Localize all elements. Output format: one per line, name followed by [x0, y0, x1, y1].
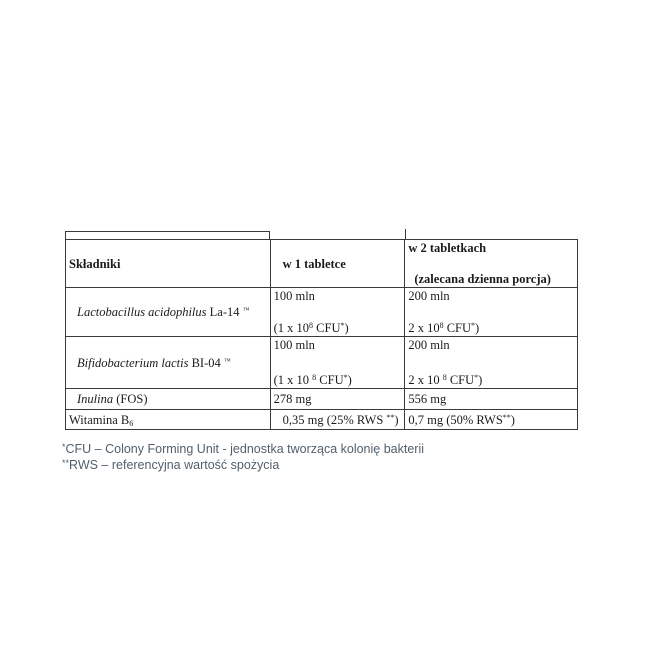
ingredient-name: Inulina (FOS) — [77, 392, 148, 406]
amount-line2: (1 x 10 $^8$ CFU*) — [273, 373, 352, 387]
footnote-marker: * — [62, 442, 66, 452]
amount-2-tablets-cell — [405, 288, 578, 337]
table-row — [66, 288, 578, 337]
header-label-per-2-tablets: w 2 tabletkach — [408, 241, 487, 255]
amount-line2: 2 x $10^8$ CFU*) — [408, 321, 480, 335]
amount-2-tablets-cell — [405, 410, 578, 430]
header-label-per-1-tablet: w 1 tabletce — [282, 256, 346, 271]
trademark-symbol: ™ — [223, 356, 231, 365]
amount-1-tablet-cell — [271, 389, 406, 410]
footnote-marker: ** — [386, 412, 395, 422]
ingredient-name-cell — [66, 288, 271, 337]
amount-value: 278 mg — [273, 392, 312, 406]
footnote-marker: * — [471, 321, 476, 330]
header-cell-per-1-tablet — [271, 240, 406, 288]
table-row — [66, 337, 578, 389]
amount-2-tablets-cell — [405, 389, 578, 410]
amount-2-tablets-cell — [405, 337, 578, 389]
amount-line1: 200 mln — [408, 338, 450, 352]
footnotes — [62, 441, 424, 473]
amount-line1: 100 mln — [273, 289, 315, 303]
footnote-marker: ** — [62, 458, 70, 468]
ingredient-name: Bifidobacterium lactis BI-04 ™ — [77, 355, 231, 370]
amount-line1: 100 mln — [273, 338, 315, 352]
table-top-artifact-row — [65, 231, 270, 239]
ingredient-name-cell — [66, 410, 271, 430]
footnote-rws — [62, 457, 424, 473]
header-label-daily-portion: (zalecana dzienna porcja) — [414, 272, 551, 286]
table-header-row — [66, 240, 578, 288]
header-cell-ingredients — [66, 240, 271, 288]
exponent: 8 — [312, 373, 317, 382]
exponent: 8 — [439, 321, 444, 330]
amount-line2: 2 x 10 $^8$ CFU*) — [408, 373, 483, 387]
amount-line1: 200 mln — [408, 289, 450, 303]
footnote-text: RWS – referencyjna wartość spożycia — [69, 458, 280, 472]
table-row — [66, 389, 578, 410]
ingredients-table — [65, 239, 578, 430]
ingredient-name-cell — [66, 389, 271, 410]
footnote-marker: * — [340, 321, 345, 330]
amount-1-tablet-cell — [271, 410, 406, 430]
footnote-cfu — [62, 441, 424, 457]
amount-line2: (1 x $10^8$ CFU*) — [273, 321, 349, 335]
ingredient-name-cell — [66, 337, 271, 389]
footnote-marker: * — [343, 373, 348, 382]
subscript: 6 — [129, 418, 134, 428]
footnote-marker: ** — [502, 412, 511, 422]
ingredient-name: Witamina B6 — [69, 412, 134, 428]
exponent: 8 — [442, 373, 447, 382]
amount-value: 556 mg — [408, 392, 447, 406]
trademark-symbol: ™ — [242, 306, 249, 314]
amount-1-tablet-cell — [271, 288, 406, 337]
header-label-ingredients: Składniki — [69, 256, 121, 271]
table-row — [66, 410, 578, 430]
footnote-text: CFU – Colony Forming Unit - jednostka tworząca kolonię bakterii — [65, 442, 424, 456]
amount-value: 0,35 mg (25% RWS **) — [282, 412, 399, 427]
exponent: 8 — [309, 321, 314, 330]
amount-1-tablet-cell — [271, 337, 406, 389]
header-cell-per-2-tablets — [405, 240, 578, 288]
footnote-marker: * — [474, 373, 479, 382]
table-top-artifact-tick — [405, 229, 406, 239]
ingredient-name: Lactobacillus acidophilus La-14 ™ — [77, 305, 249, 319]
amount-value: 0,7 mg (50% RWS**) — [408, 412, 515, 427]
